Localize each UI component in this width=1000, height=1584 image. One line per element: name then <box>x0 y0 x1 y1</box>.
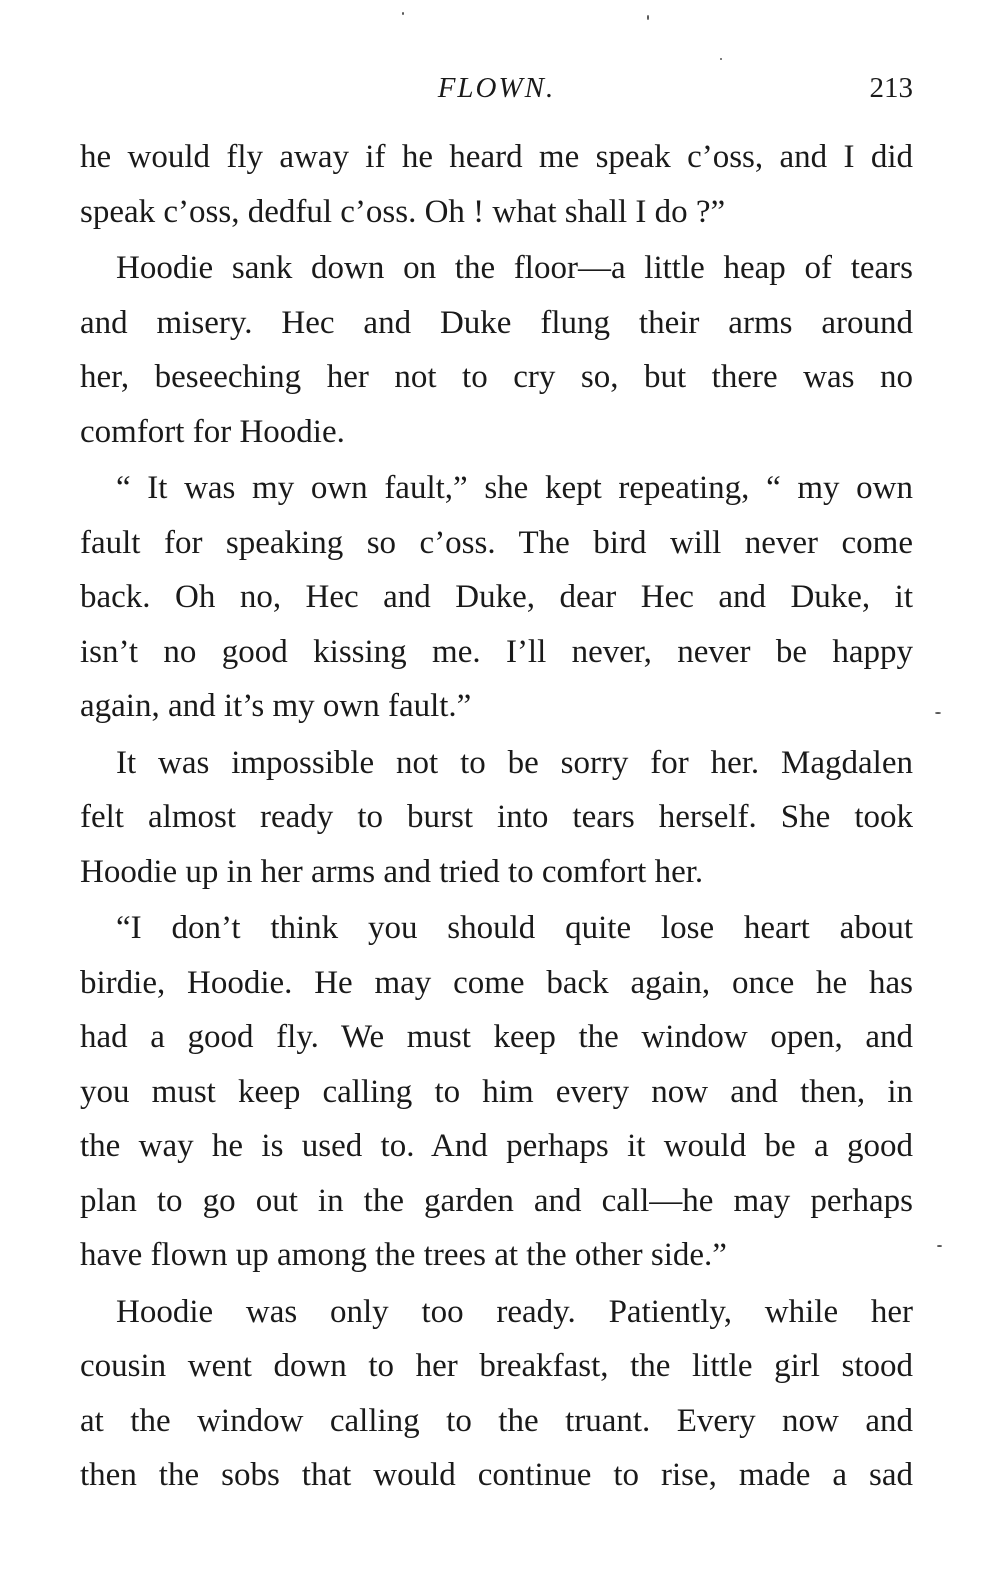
text-line: the way he is used to. And perhaps it would be a good <box>80 1128 913 1164</box>
text-line: cousin went down to her breakfast, the little girl stood <box>80 1348 913 1384</box>
text-line: and misery. Hec and Duke flung their arms around <box>80 304 913 341</box>
text-line: felt almost ready to burst into tears herself. She took <box>80 799 913 835</box>
text-line: then the sobs that would continue to rise, made a sad <box>80 1457 913 1493</box>
print-speck <box>402 12 404 15</box>
print-speck <box>935 712 941 714</box>
text-line: again, and it’s my own fault.” <box>80 688 472 724</box>
text-line <box>80 185 913 240</box>
text-line: back. Oh no, Hec and Duke, dear Hec and Duke, it <box>80 579 913 615</box>
page-header <box>80 72 913 112</box>
print-speck <box>937 1245 942 1247</box>
text-line: at the window calling to the truant. Every now and <box>80 1402 913 1439</box>
text-line: “ It was my own fault,” she kept repeating, “ my own <box>116 470 913 506</box>
text-line: isn’t no good kissing me. I’ll never, never be happy <box>80 633 913 670</box>
print-speck <box>647 15 649 20</box>
text-line: birdie, Hoodie. He may come back again, once he has <box>80 964 913 1001</box>
line-content: speak c’oss, dedful c’oss. Oh ! what shall I do ?” <box>80 193 726 230</box>
running-title: FLOWN. <box>437 72 556 104</box>
text-line: he would fly away if he heard me speak c’oss, and I did <box>80 139 913 175</box>
text-line: “I don’t think you should quite lose heart about <box>116 910 913 946</box>
text-line: Hoodie sank down on the floor—a little heap of tears <box>116 250 913 286</box>
print-speck <box>720 58 722 60</box>
text-line: her, beseeching her not to cry so, but there was no <box>80 359 913 395</box>
text-line: It was impossible not to be sorry for her. Magdalen <box>116 744 913 781</box>
text-line: fault for speaking so c’oss. The bird will never come <box>80 524 913 561</box>
text-line: had a good fly. We must keep the window open, and <box>80 1019 913 1055</box>
text-line: you must keep calling to him every now and then, in <box>80 1073 913 1110</box>
text-line: Hoodie up in her arms and tried to comfort her. <box>80 853 704 890</box>
text-line: Hoodie was only too ready. Patiently, while her <box>116 1293 913 1330</box>
text-line: comfort for Hoodie. <box>80 413 345 450</box>
text-line: have flown up among the trees at the other side.” <box>80 1237 727 1273</box>
page-number: 213 <box>869 72 913 104</box>
text-line: plan to go out in the garden and call—he may perhaps <box>80 1182 913 1219</box>
body-text <box>80 130 913 1503</box>
